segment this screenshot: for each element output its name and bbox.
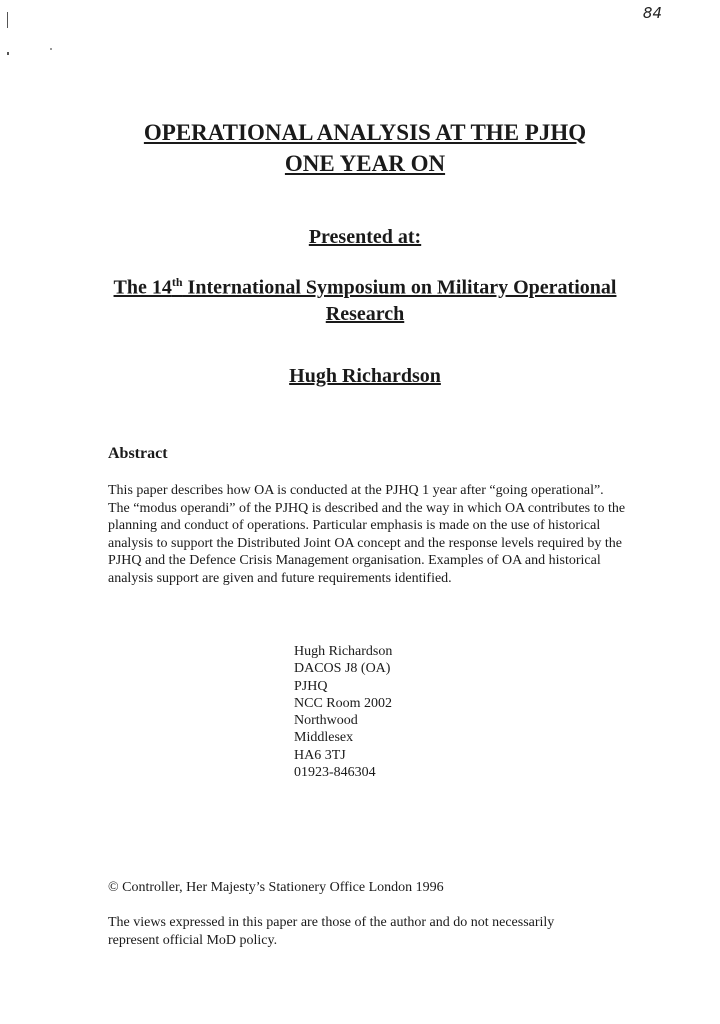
address-line: 01923-846304 bbox=[294, 765, 376, 781]
symposium-prefix: The 14 bbox=[113, 276, 172, 299]
document-title bbox=[60, 117, 670, 179]
scan-mark bbox=[7, 12, 8, 28]
author-name: Hugh Richardson bbox=[289, 365, 441, 387]
title-line-2: ONE YEAR ON bbox=[284, 151, 446, 176]
symposium-ordinal: th bbox=[171, 275, 183, 289]
disclaimer: The views expressed in this paper are those of the author and do not necessarily represent official MoD policy. bbox=[108, 915, 555, 948]
symposium-line-1: International Symposium on Military Operational bbox=[182, 276, 617, 299]
symposium-line-2: Research bbox=[325, 302, 405, 325]
presented-at-label: Presented at: bbox=[308, 226, 422, 248]
abstract-body: This paper describes how OA is conducted at the PJHQ 1 year after “going operational”. The “modus operandi” of the PJHQ is described and the way in which OA contributes to the planning and conduct of operations. Particular emphasis is made on the use of historical analysis to support the Distributed Joint OA concept and the response levels required by the PJHQ and the Defence Crisis Management organisation. Examples of OA and historical analysis support are given and future requirements identified. bbox=[108, 483, 626, 586]
address-line: Hugh Richardson bbox=[294, 644, 393, 659]
abstract-heading: Abstract bbox=[108, 445, 168, 462]
address-line: Middlesex bbox=[294, 730, 354, 746]
copyright-notice: © Controller, Her Majesty’s Stationery Office London 1996 bbox=[108, 880, 444, 895]
address-line: HA6 3TJ bbox=[294, 747, 346, 763]
author-address bbox=[294, 643, 392, 781]
address-line: NCC Room 2002 bbox=[294, 695, 393, 711]
scan-mark bbox=[7, 52, 9, 55]
symposium-name bbox=[60, 269, 670, 327]
address-line: DACOS J8 (OA) bbox=[294, 661, 391, 677]
address-line: Northwood bbox=[294, 713, 358, 729]
scan-mark bbox=[50, 48, 52, 50]
title-line-1: OPERATIONAL ANALYSIS AT THE PJHQ bbox=[143, 120, 587, 145]
address-line: PJHQ bbox=[294, 678, 328, 694]
page-number: 84 bbox=[642, 4, 662, 22]
